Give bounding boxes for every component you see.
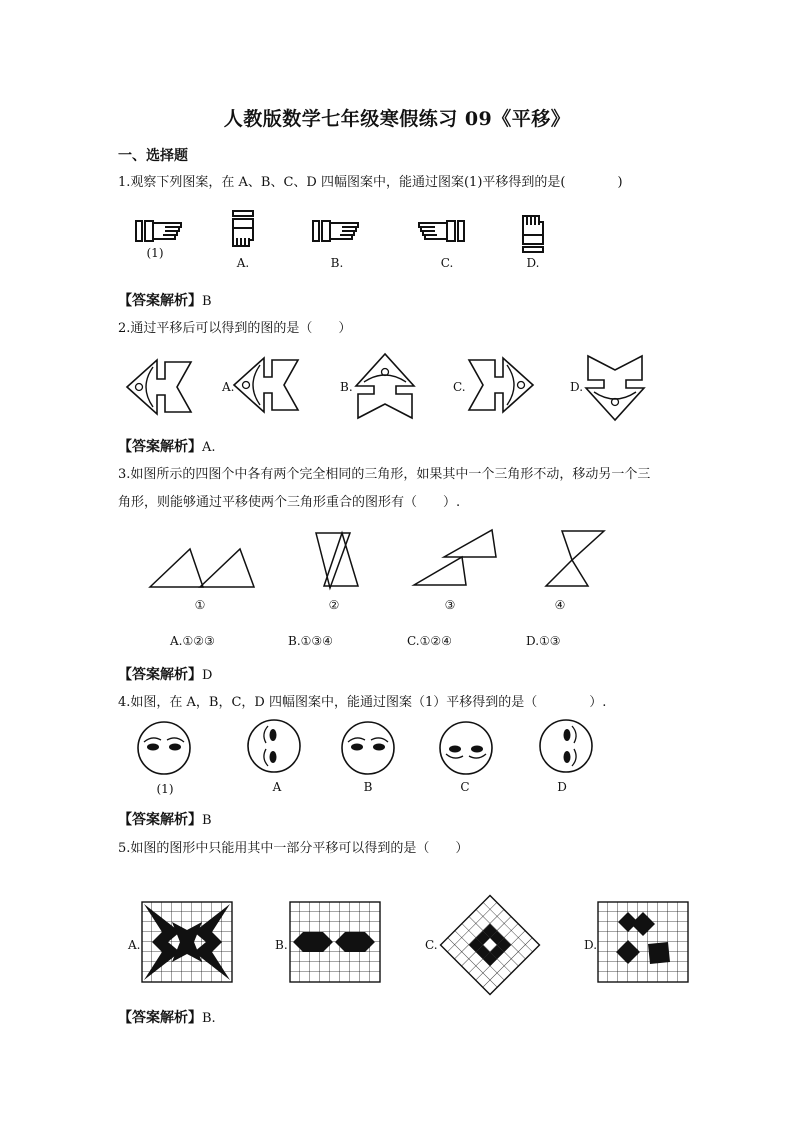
q2-label-d: D.: [570, 380, 584, 394]
q5-label-c: C.: [425, 938, 438, 952]
q1-answer: 【答案解析】B: [118, 293, 212, 309]
q3-figure-3-triangles: [412, 527, 497, 589]
q1-label-c: C.: [440, 256, 454, 270]
q5-option-c-diamond-grid-figure: [440, 895, 540, 995]
q2-label-a: A.: [222, 380, 235, 394]
q1-option-c-hand-icon: [415, 218, 465, 248]
q2-label-c: C.: [453, 380, 466, 394]
q5-label-d: D.: [584, 938, 598, 952]
question-3-line-2: 角形，则能够通过平移使两个三角形重合的图形有（ ）.: [118, 495, 461, 510]
q2-option-d-fish-figure: [582, 352, 648, 422]
q4-label-1: (1): [156, 782, 174, 796]
q2-option-a-fish-figure: [232, 355, 302, 415]
q5-answer: 【答案解析】B.: [118, 1010, 216, 1026]
question-1-text: 1.观察下列图案，在 A、B、C、D 四幅图案中，能通过图案(1)平移得到的是( ): [118, 175, 623, 190]
q1-label-d: D.: [526, 256, 540, 270]
question-4-text: 4.如图，在 A，B，C，D 四幅图案中，能通过图案（1）平移得到的是（ ）.: [118, 695, 607, 710]
q2-option-c-fish-figure: [465, 355, 535, 415]
q2-answer: 【答案解析】A.: [118, 439, 216, 455]
q1-option-d-hand-icon: [518, 208, 548, 253]
q4-answer: 【答案解析】B: [118, 812, 212, 828]
q3-option-c: C.①②④: [407, 634, 452, 648]
q5-option-d-grid-figure: [598, 902, 688, 982]
q3-label-2: ②: [328, 598, 340, 612]
q4-option-c-face: [438, 720, 494, 776]
q2-original-fish-figure: [125, 357, 195, 417]
q3-option-d: D.①③: [526, 634, 561, 648]
q1-label-1: (1): [146, 246, 164, 260]
q5-option-a-grid-figure: [142, 902, 232, 982]
q4-label-a: A: [272, 780, 282, 794]
question-5-text: 5.如图的图形中只能用其中一部分平移可以得到的是（ ）: [118, 841, 469, 856]
q3-option-b: B.①③④: [288, 634, 333, 648]
q4-option-b-face: [340, 720, 396, 776]
q4-label-b: B: [363, 780, 373, 794]
q4-label-c: C: [460, 780, 470, 794]
q1-option-b-hand-icon: [312, 218, 362, 248]
q5-option-b-grid-figure: [290, 902, 380, 982]
q3-figure-4-triangles: [542, 528, 607, 590]
q4-label-d: D: [557, 780, 567, 794]
q3-label-1: ①: [194, 598, 206, 612]
q3-option-a: A.①②③: [170, 634, 215, 648]
q5-label-a: A.: [128, 938, 141, 952]
q3-figure-1-triangles: [148, 545, 258, 590]
q2-option-b-fish-figure: [352, 352, 418, 422]
q4-option-d-face: [538, 718, 594, 774]
q1-label-a: A.: [236, 256, 250, 270]
question-3-line-1: 3.如图所示的四图个中各有两个完全相同的三角形，如果其中一个三角形不动，移动另一个三: [118, 467, 651, 482]
q4-option-a-face: [246, 718, 302, 774]
q3-label-4: ④: [554, 598, 566, 612]
q2-label-b: B.: [340, 380, 353, 394]
q3-label-3: ③: [444, 598, 456, 612]
question-2-text: 2.通过平移后可以得到的图的是（ ）: [118, 321, 352, 336]
q3-answer: 【答案解析】D: [118, 667, 213, 683]
q1-label-b: B.: [330, 256, 344, 270]
q5-label-b: B.: [275, 938, 288, 952]
section-heading: 一、选择题: [118, 148, 188, 164]
q1-option-a-hand-icon: [228, 210, 258, 255]
q4-figure-1-face: [136, 720, 192, 776]
q3-figure-2-triangles: [312, 530, 362, 592]
q1-figure-1-hand-icon: [135, 218, 185, 248]
page-title: 人教版数学七年级寒假练习 09《平移》: [223, 108, 571, 130]
